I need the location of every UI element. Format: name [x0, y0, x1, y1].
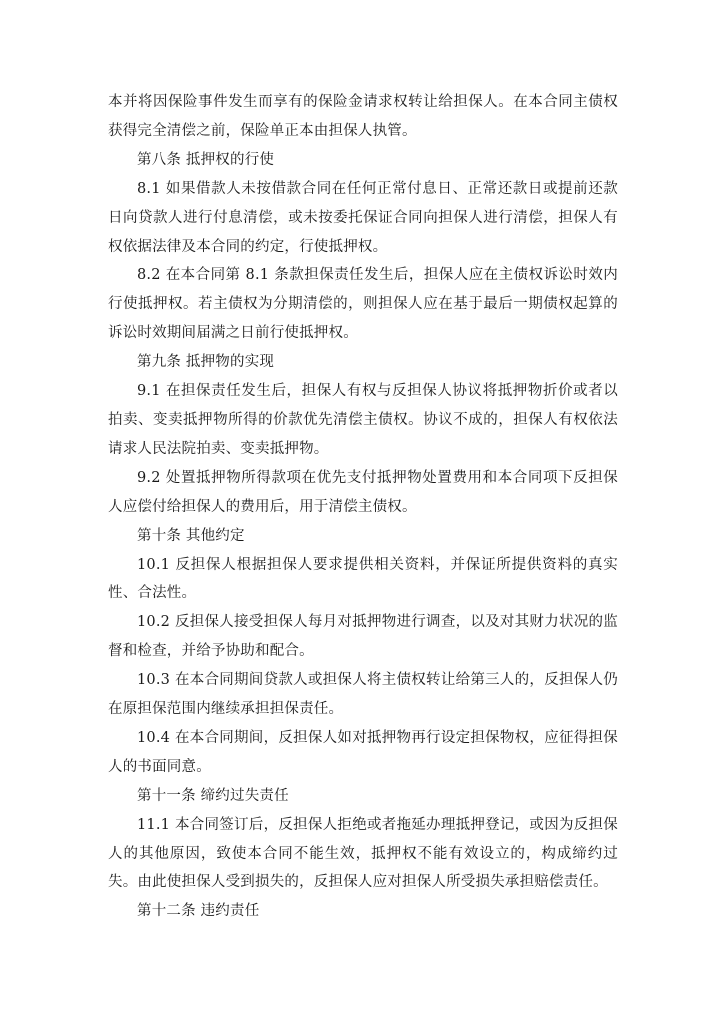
clause-8-1: 8.1 如果借款人未按借款合同在任何正常付息日、正常还款日或提前还款日向贷款人进行付息清偿，或未按委托保证合同向担保人进行清偿，担保人有权依据法律及本合同的约定，行使抵押权。	[108, 180, 618, 255]
heading-article-11: 第十一条 缔约过失责任	[137, 787, 289, 804]
clause-9-2: 9.2 处置抵押物所得款项在优先支付抵押物处置费用和本合同项下反担保人应偿付给担保人的费用后，用于清偿主债权。	[108, 469, 618, 515]
clause-8-2: 8.2 在本合同第 8.1 条款担保责任发生后，担保人应在主债权诉讼时效内行使抵押权。若主债权为分期清偿的，则担保人应在基于最后一期债权起算的诉讼时效期间届满之日前行使抵押权。	[108, 267, 618, 342]
clause-9-1: 9.1 在担保责任发生后，担保人有权与反担保人协议将抵押物折价或者以拍卖、变卖抵押物所得的价款优先清偿主债权。协议不成的，担保人有权依法请求人民法院拍卖、变卖抵押物。	[108, 383, 618, 457]
clause-11-1: 11.1 本合同签订后，反担保人拒绝或者拖延办理抵押登记，或因为反担保人的其他原因，致使本合同不能生效，抵押权不能有效设立的，构成缔约过失。由此使担保人受到损失的，反担保人应对担保人所受损失承担赔偿责任。	[108, 816, 618, 891]
heading-article-9: 第九条 抵押物的实现	[137, 354, 275, 371]
document-body	[108, 88, 618, 926]
heading-article-12: 第十二条 违约责任	[137, 903, 260, 920]
clause-10-4: 10.4 在本合同期间，反担保人如对抵押物再行设定担保物权，应征得担保人的书面同意。	[108, 729, 618, 775]
clause-10-3: 10.3 在本合同期间贷款人或担保人将主债权转让给第三人的，反担保人仍在原担保范围内继续承担担保责任。	[108, 672, 618, 718]
paragraph-insurance-continuation: 本并将因保险事件发生而享有的保险金请求权转让给担保人。在本合同主债权获得完全清偿之前，保险单正本由担保人执管。	[108, 94, 618, 139]
clause-10-1: 10.1 反担保人根据担保人要求提供相关资料，并保证所提供资料的真实性、合法性。	[108, 556, 618, 602]
heading-article-8: 第八条 抵押权的行使	[137, 151, 275, 168]
heading-article-10: 第十条 其他约定	[137, 527, 245, 544]
clause-10-2: 10.2 反担保人接受担保人每月对抵押物进行调查，以及对其财力状况的监督和检查，并给予协助和配合。	[108, 614, 618, 660]
